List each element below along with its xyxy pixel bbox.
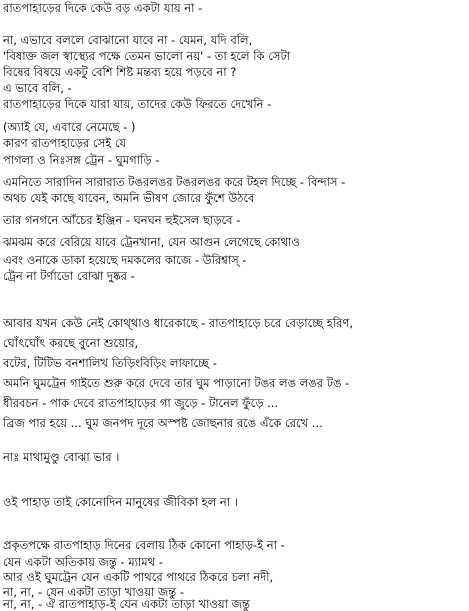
poem-line: ঝমঝম করে বেরিয়ে যাবে ট্রেনখানা, যেন আগুন লেগেছে কোথাও xyxy=(3,235,300,249)
poem-line: 'বিষাক্ত জল স্বাস্থ্যের পক্ষে তেমন ভালো নয়' - তা হলে কি সেটা xyxy=(3,49,291,63)
poem-line: কারণ রাতপাহাড়ের সেই যে xyxy=(3,136,127,150)
poem-line: রাতপাহাড়ের দিকে যারা যায়, তাদের কেউ ফিরতে দেখেনি - xyxy=(3,97,272,111)
poem-line: ধীরবচন - পাক দেবে রাতপাহাড়ের গা জুড়ে - টানেল ফুঁড়ে ... xyxy=(3,396,279,410)
poem-line: অথচ যেই কাছে যাবেন, অমনি ভীষণ জোরে ফুঁশে উঠবে xyxy=(3,191,255,205)
poem-line: এ ভাবে বলি, - xyxy=(3,81,72,95)
poem-line: প্রকৃতপক্ষে রাতপাহাড় দিনের বেলায় ঠিক কোনো পাহাড়-ই না - xyxy=(3,538,285,552)
poem-line: তার গনগনে আঁচের ইঞ্জিন - ঘনঘন হুইসেল ছাড়বে - xyxy=(3,213,241,227)
poem-line: ব্রিজ পার হয়ে ... ঘুম জনপদ দূরে অস্পষ্ট জোছনার রঙে এঁকে রেখে ... xyxy=(3,416,323,430)
poem-line: বটের, টিটিভ বনশালিখ তিড়িংবিড়িং লাফাচ্ছে - xyxy=(3,356,217,370)
poem-line: আর ওই ঘুমট্রেন যেন একটি পাথরে পাথরে ঠিকরে চলা নদী, xyxy=(3,570,274,584)
poem-line: এমনিতে সারাদিন সারারাত টঙরলঙর টঙরলঙর করে টহল দিচ্ছে - বিন্দাস - xyxy=(3,175,346,189)
poem-line: না, না, - ঐ রাতপাহাড়-ই যেন একটা তাড়া খাওয়া জন্তু xyxy=(3,597,250,611)
poem-line: আবার যখন কেউ নেই কোথ্থাও ধারেকাছে - রাতপাহাড়ে চরে বেড়াচ্ছে হরিণ, xyxy=(3,316,354,330)
poem-line: ট্রেন না টর্ণাডো বোঝা দুষ্কর - xyxy=(3,269,135,283)
poem-line: এবং ওনাকে ডাকা হয়েছে দমকলের কাজে - উরিশ্বাস্ - xyxy=(3,253,247,267)
poem-line: অমনি ঘুমট্রেন গাইতে শুরু করে দেবে তার ঘুম পাড়ানো টঙর লঙ লঙর টঙ - xyxy=(3,376,350,390)
poem-line: না, এভাবে বললে বোঝানো যাবে না - যেমন, যদি বলি, xyxy=(3,33,253,47)
poem-line: ওই পাহাড় তাই কোনোদিন মানুষের জীবিকা হল না । xyxy=(3,495,238,509)
poem-line: ঘোঁৎঘোঁৎ করছে বুনো শুয়োর, xyxy=(3,336,139,350)
poem-line: নাঃ মাথামুণ্ডু বোঝা ভার । xyxy=(3,450,120,464)
poem-line: (অ্যাই যে, এবারে নেমেছে - ) xyxy=(3,120,136,134)
poem-line: যেন একটা অতিকায় জন্তু - ম্যামথ - xyxy=(3,555,163,569)
poem-line: পাগলা ও নিঃসঙ্গ ট্রেন - ঘুমগাড়ি - xyxy=(3,153,160,167)
poem-line: রাতপাহাড়ের দিকে কেউ বড় একটা যায় না - xyxy=(3,1,203,15)
poem-line: না, না, - যেন একটা তাড়া খাওয়া জন্তু - xyxy=(3,585,184,599)
poem-line: বিষের বিষয়ে একটু বেশি শিষ্ট মন্তব্য হয়ে পড়বে না ? xyxy=(3,65,237,79)
